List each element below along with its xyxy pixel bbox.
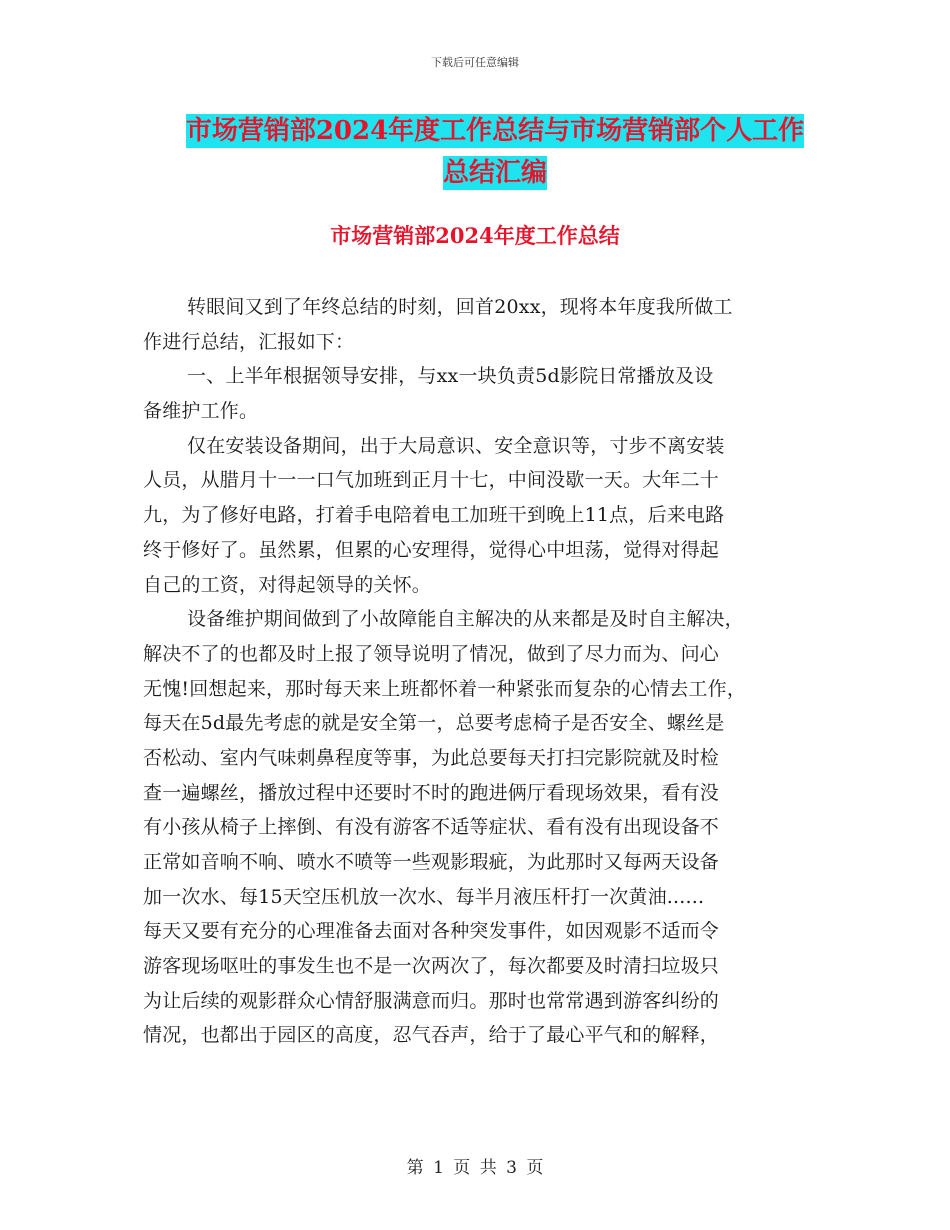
- paragraph-line: 情况，也都出于园区的高度，忍气吞声，给于了最心平气和的解释，: [143, 1024, 720, 1047]
- document-title-line-1: 市场营销部2024年度工作总结与市场营销部个人工作: [185, 116, 805, 146]
- page-number: 第 1 页 共 3 页: [406, 1158, 544, 1178]
- paragraph-line: 自己的工资，对得起领导的关怀。: [143, 573, 432, 596]
- paragraph-line: 无愧!回想起来，那时每天来上班都怀着一种紧张而复杂的心情去工作，: [143, 677, 747, 700]
- paragraph-line: 设备维护期间做到了小故障能自主解决的从来都是及时自主解决，: [187, 608, 744, 631]
- document-title-line-2: 总结汇编: [442, 158, 547, 188]
- paragraph-line: 仅在安装设备期间，出于大局意识、安全意识等，寸步不离安装: [187, 434, 725, 457]
- paragraph-line: 游客现场呕吐的事发生也不是一次两次了，每次都要及时清扫垃圾只: [143, 955, 720, 978]
- paragraph-line: 每天在5d最先考虑的就是安全第一，总要考虑椅子是否安全、螺丝是: [143, 712, 725, 735]
- page-header-note: 下载后可任意编辑: [431, 56, 519, 69]
- section-title: 市场营销部2024年度工作总结: [330, 223, 620, 248]
- paragraph-line: 作进行总结，汇报如下：: [143, 330, 355, 353]
- paragraph-line: 人员，从腊月十一一口气加班到正月十七，中间没歇一天。大年二十: [143, 469, 720, 492]
- paragraph-line: 每天又要有充分的心理准备去面对各种突发事件，如因观影不适而令: [143, 920, 720, 943]
- paragraph-line: 加一次水、每15天空压机放一次水、每半月液压杆打一次黄油......: [143, 885, 705, 908]
- paragraph-line: 查一遍螺丝，播放过程中还要时不时的跑进俩厅看现场效果，看有没: [143, 781, 720, 804]
- paragraph-line: 终于修好了。虽然累，但累的心安理得，觉得心中坦荡，觉得对得起: [143, 538, 720, 561]
- paragraph-line: 有小孩从椅子上摔倒、有没有游客不适等症状、看有没有出现设备不: [143, 816, 720, 839]
- paragraph-line: 九，为了修好电路，打着手电陪着电工加班干到晚上11点，后来电路: [143, 504, 725, 527]
- paragraph-line: 备维护工作。: [143, 400, 259, 423]
- paragraph-line: 为让后续的观影群众心情舒服满意而归。那时也常常遇到游客纠纷的: [143, 989, 720, 1012]
- paragraph-line: 转眼间又到了年终总结的时刻，回首20xx，现将本年度我所做工: [187, 296, 733, 318]
- paragraph-line: 正常如音响不响、喷水不喷等一些观影瑕疵，为此那时又每两天设备: [143, 851, 720, 873]
- paragraph-line: 一、上半年根据领导安排，与xx一块负责5d影院日常播放及设: [187, 365, 714, 388]
- paragraph-line: 否松动、室内气味刺鼻程度等事，为此总要每天打扫完影院就及时检: [143, 746, 720, 769]
- body-text: [143, 290, 803, 1053]
- paragraph-line: 解决不了的也都及时上报了领导说明了情况，做到了尽力而为、问心: [143, 642, 720, 665]
- document-title: [150, 110, 840, 194]
